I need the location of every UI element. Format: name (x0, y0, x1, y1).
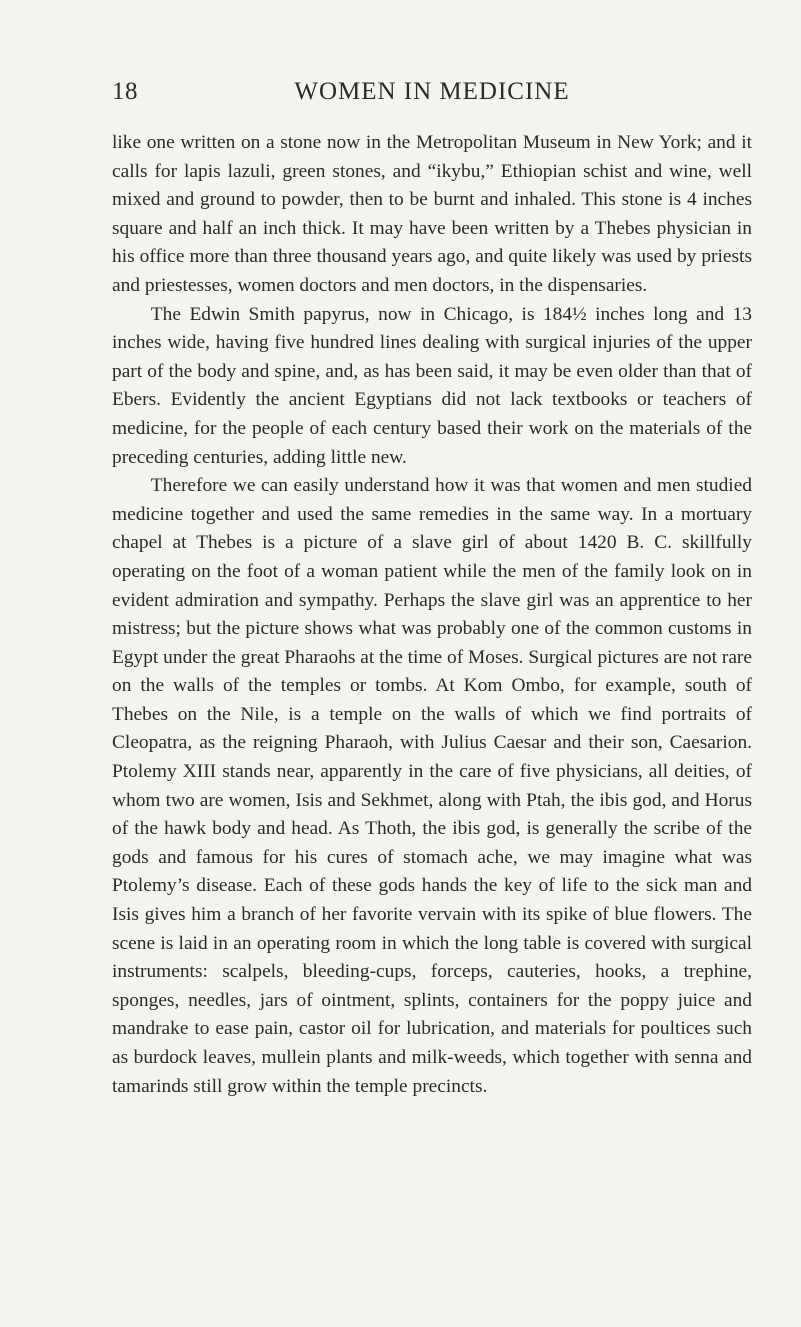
running-head (112, 78, 752, 114)
body-text (112, 129, 752, 1101)
paragraph-surgical-pictures: Therefore we can easily understand how it was that women and men studied medicine together and used the same remedies in the same way. In a mortuary chapel at Thebes is a picture of a slave girl of about 1420 B. C. skillfully operating on the foot of a woman patient while the men of the family look on in evident admiration and sympathy. Perhaps the slave girl was an apprentice to her mistress; but the picture shows what was probably one of the common customs in Egypt under the great Pharaohs at the time of Moses. Surgical pictures are not rare on the walls of the temples or tombs. At Kom Ombo, for example, south of Thebes on the Nile, is a temple on the walls of which we find portraits of Cleopatra, as the reigning Pharaoh, with Julius Caesar and their son, Caesarion. Ptolemy XIII stands near, apparently in the care of five physicians, all deities, of whom two are women, Isis and Sekhmet, along with Ptah, the ibis god, and Horus of the hawk body and head. As Thoth, the ibis god, is generally the scribe of the gods and famous for his cures of stomach ache, we may imagine what was Ptolemy’s disease. Each of these gods hands the key of life to the sick man and Isis gives him a branch of her favorite vervain with its spike of blue flowers. The scene is laid in an operating room in which the long table is covered with surgical instruments: scalpels, bleeding-cups, forceps, cauteries, hooks, a trephine, sponges, needles, jars of ointment, splints, containers for the poppy juice and mandrake to ease pain, castor oil for lubrication, and materials for poultices such as burdock leaves, mullein plants and milk-weeds, which together with senna and tamarinds still grow within the temple precincts. (112, 475, 752, 1097)
running-title: WOMEN IN MEDICINE (294, 78, 570, 105)
paragraph-edwin-smith-papyrus: The Edwin Smith papyrus, now in Chicago, is 184½ inches long and 13 inches wide, having five hundred lines dealing with surgical injuries of the upper part of the body and spine, and, as has been said, it may be even older than that of Ebers. Evidently the ancient Egyptians did not lack textbooks or teachers of medicine, for the people of each century based their work on the materials of the preceding centuries, adding little new. (112, 303, 752, 468)
paragraph-continued: like one written on a stone now in the Metropolitan Museum in New York; and it calls for lapis lazuli, green stones, and “ikybu,” Ethiopian schist and wine, well mixed and ground to powder, then to be burnt and inhaled. This stone is 4 inches square and half an inch thick. It may have been written by a Thebes physician in his office more than three thousand years ago, and quite likely was used by priests and priestesses, women doctors and men doctors, in the dispensaries. (112, 132, 752, 296)
page-number: 18 (112, 78, 138, 105)
